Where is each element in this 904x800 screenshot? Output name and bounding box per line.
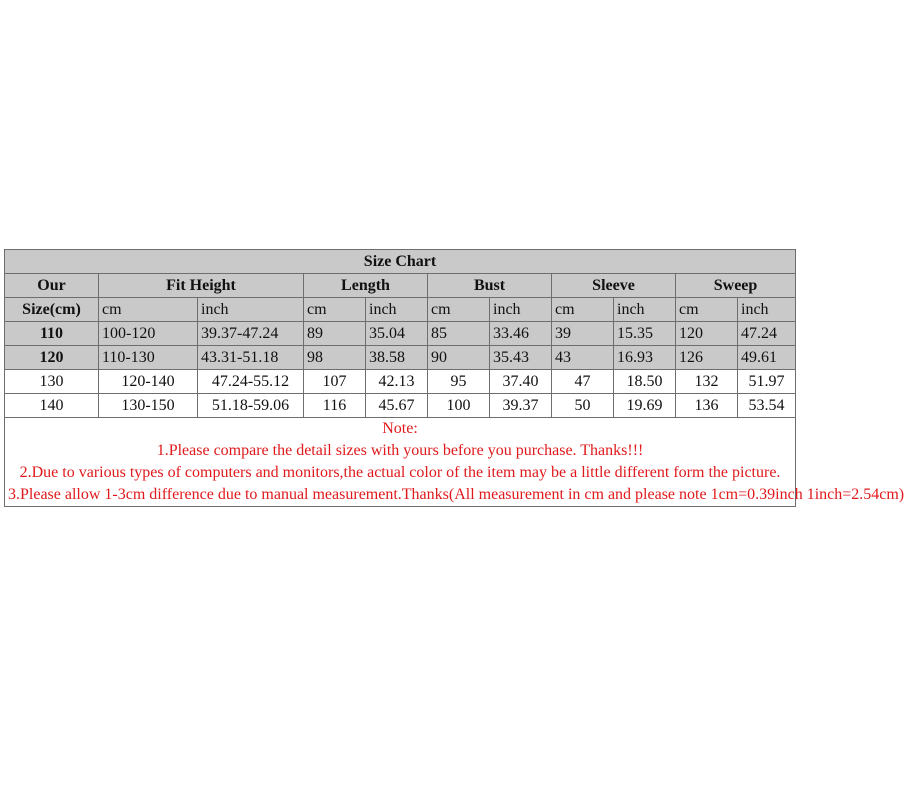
table-row	[5, 394, 796, 418]
value-cell: 47.24	[738, 322, 796, 346]
value-cell: 47.24-55.12	[198, 370, 304, 394]
value-cell: 45.67	[366, 394, 428, 418]
value-cell: 51.97	[738, 370, 796, 394]
unit-cell: inch	[738, 298, 796, 322]
value-cell: 100	[428, 394, 490, 418]
value-cell: 136	[676, 394, 738, 418]
group-fit-height: Fit Height	[99, 274, 304, 298]
value-cell: 35.04	[366, 322, 428, 346]
value-cell: 51.18-59.06	[198, 394, 304, 418]
title-row	[5, 250, 796, 274]
unit-cell: cm	[676, 298, 738, 322]
value-cell: 39.37	[490, 394, 552, 418]
size-cell: 110	[5, 322, 99, 346]
value-cell: 132	[676, 370, 738, 394]
value-cell: 39.37-47.24	[198, 322, 304, 346]
our-size-unit-label: Size(cm)	[5, 298, 99, 322]
chart-title: Size Chart	[5, 250, 796, 274]
unit-cell: cm	[99, 298, 198, 322]
unit-cell: cm	[428, 298, 490, 322]
note-line-2: 2.Due to various types of computers and monitors,the actual color of the item may be a little different form the picture.	[19, 464, 781, 481]
table-row	[5, 322, 796, 346]
group-sleeve: Sleeve	[552, 274, 676, 298]
value-cell: 33.46	[490, 322, 552, 346]
value-cell: 90	[428, 346, 490, 370]
value-cell: 107	[304, 370, 366, 394]
notes-row	[5, 418, 796, 507]
unit-cell: inch	[366, 298, 428, 322]
value-cell: 110-130	[99, 346, 198, 370]
size-cell: 140	[5, 394, 99, 418]
size-chart-table	[4, 249, 904, 507]
value-cell: 38.58	[366, 346, 428, 370]
table-row	[5, 346, 796, 370]
value-cell: 39	[552, 322, 614, 346]
unit-cell: inch	[614, 298, 676, 322]
unit-cell: cm	[304, 298, 366, 322]
size-cell: 120	[5, 346, 99, 370]
our-size-label: Our	[5, 274, 99, 298]
value-cell: 100-120	[99, 322, 198, 346]
value-cell: 89	[304, 322, 366, 346]
value-cell: 15.35	[614, 322, 676, 346]
unit-cell: cm	[552, 298, 614, 322]
value-cell: 49.61	[738, 346, 796, 370]
table-row	[5, 370, 796, 394]
value-cell: 130-150	[99, 394, 198, 418]
value-cell: 126	[676, 346, 738, 370]
value-cell: 18.50	[614, 370, 676, 394]
notes-cell	[5, 418, 904, 507]
value-cell: 116	[304, 394, 366, 418]
value-cell: 43	[552, 346, 614, 370]
note-line-1: 1.Please compare the detail sizes with yours before you purchase. Thanks!!!	[156, 442, 644, 459]
value-cell: 53.54	[738, 394, 796, 418]
group-header-row	[5, 274, 796, 298]
note-heading: Note:	[382, 420, 418, 437]
group-sweep: Sweep	[676, 274, 796, 298]
value-cell: 120	[676, 322, 738, 346]
value-cell: 42.13	[366, 370, 428, 394]
size-cell: 130	[5, 370, 99, 394]
value-cell: 35.43	[490, 346, 552, 370]
value-cell: 43.31-51.18	[198, 346, 304, 370]
value-cell: 120-140	[99, 370, 198, 394]
value-cell: 95	[428, 370, 490, 394]
unit-cell: inch	[198, 298, 304, 322]
value-cell: 47	[552, 370, 614, 394]
value-cell: 37.40	[490, 370, 552, 394]
group-bust: Bust	[428, 274, 552, 298]
group-length: Length	[304, 274, 428, 298]
value-cell: 85	[428, 322, 490, 346]
value-cell: 50	[552, 394, 614, 418]
unit-header-row	[5, 298, 796, 322]
value-cell: 19.69	[614, 394, 676, 418]
value-cell: 98	[304, 346, 366, 370]
note-line-3: 3.Please allow 1-3cm difference due to manual measurement.Thanks(All measurement in cm and please note 1cm=0.39inch 1inch=2.54cm)	[8, 486, 904, 503]
value-cell: 16.93	[614, 346, 676, 370]
unit-cell: inch	[490, 298, 552, 322]
